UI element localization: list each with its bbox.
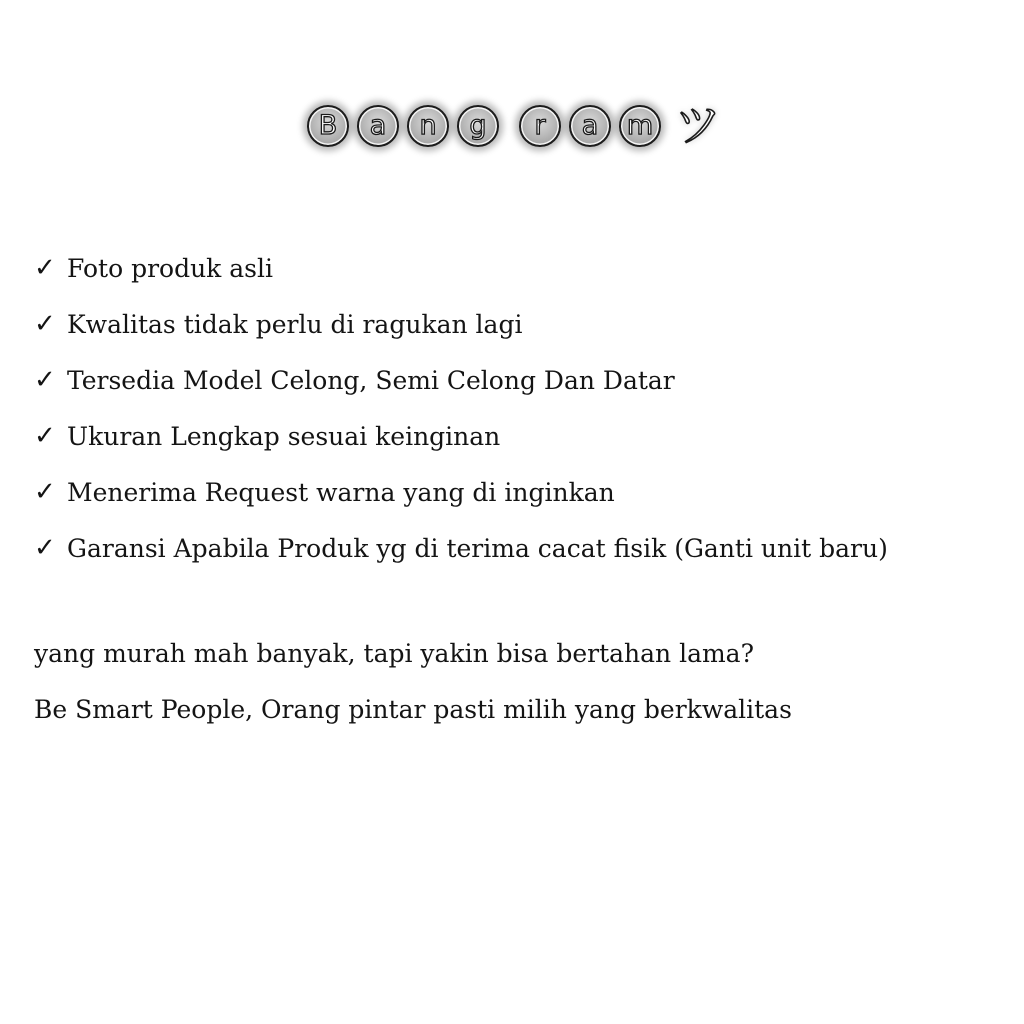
feature-text: Foto produk asli — [67, 253, 274, 283]
tagline-slogan: Be Smart People, Orang pintar pasti milih yang berkwalitas — [34, 695, 792, 724]
logo-letter: n — [407, 105, 449, 147]
check-icon: ✓ — [34, 365, 56, 395]
feature-list — [34, 240, 888, 576]
check-icon: ✓ — [34, 477, 56, 507]
check-icon: ✓ — [34, 309, 56, 339]
feature-text: Kwalitas tidak perlu di ragukan lagi — [67, 309, 523, 339]
feature-text: Garansi Apabila Produk yg di terima cacat fisik (Ganti unit baru) — [67, 533, 888, 563]
smiley-icon: ツ — [675, 98, 721, 152]
logo-letter: g — [457, 105, 499, 147]
logo-letter: m — [619, 105, 661, 147]
tagline-question: yang murah mah banyak, tapi yakin bisa bertahan lama? — [34, 639, 754, 668]
tagline — [34, 634, 792, 746]
check-icon: ✓ — [34, 253, 56, 283]
feature-item — [34, 408, 888, 464]
feature-text: Ukuran Lengkap sesuai keinginan — [67, 421, 501, 451]
check-icon: ✓ — [34, 421, 56, 451]
brand-logo — [0, 96, 1024, 156]
feature-text: Tersedia Model Celong, Semi Celong Dan Datar — [67, 365, 675, 395]
check-icon: ✓ — [34, 533, 56, 563]
feature-item — [34, 296, 888, 352]
feature-item — [34, 520, 888, 576]
feature-text: Menerima Request warna yang di inginkan — [67, 477, 615, 507]
feature-item — [34, 240, 888, 296]
feature-item — [34, 464, 888, 520]
logo-letter: a — [357, 105, 399, 147]
logo-letter: r — [519, 105, 561, 147]
feature-item — [34, 352, 888, 408]
logo-letter: a — [569, 105, 611, 147]
logo-letter: B — [307, 105, 349, 147]
